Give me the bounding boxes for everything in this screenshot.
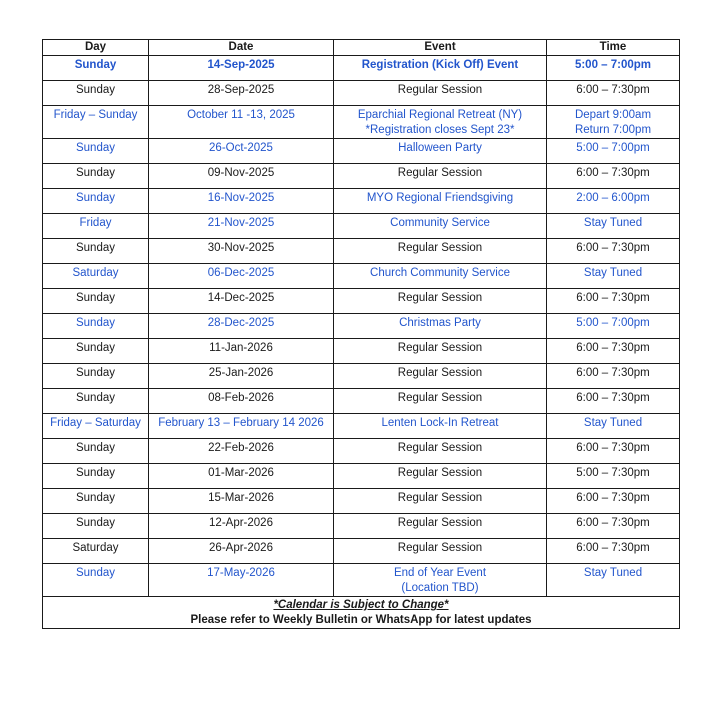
event-cell-text: Community Service [390,217,490,229]
table-row [43,139,680,164]
date-cell-text: 26-Apr-2026 [209,542,273,554]
day-cell-text: Sunday [75,167,115,179]
day-cell [43,489,149,514]
footer-row [43,597,680,629]
event-cell [334,264,547,289]
date-cell [149,514,334,539]
day-cell-text: Saturday [72,267,119,279]
date-cell-text: 11-Jan-2026 [209,342,273,354]
time-cell-text: 6:00 – 7:30pm [576,292,650,304]
time-cell-text: 5:00 – 7:00pm [574,59,652,71]
day-cell-text: Sunday [75,492,115,504]
day-cell-text: Sunday [75,567,115,579]
date-cell [149,539,334,564]
time-cell-text: Stay Tuned [583,217,643,229]
event-cell-text: MYO Regional Friendsgiving [366,192,514,204]
time-cell [547,314,680,339]
day-cell [43,539,149,564]
event-cell-text: Regular Session [397,492,483,504]
event-cell [334,314,547,339]
time-cell-text: 6:00 – 7:30pm [576,392,650,404]
event-cell-text: Church Community Service [370,267,510,279]
table-row [43,514,680,539]
table-row [43,364,680,389]
table-row [43,539,680,564]
time-cell [547,564,680,597]
table-row [43,164,680,189]
time-cell-text: 5:00 – 7:30pm [576,467,650,479]
date-cell-text: 28-Dec-2025 [207,317,275,329]
date-cell [149,339,334,364]
time-cell [547,56,680,81]
time-cell [547,539,680,564]
table-row [43,106,680,139]
day-cell-text: Sunday [75,192,115,204]
table-row [43,339,680,364]
day-cell [43,56,149,81]
date-cell [149,189,334,214]
day-cell [43,139,149,164]
day-cell [43,264,149,289]
table-row [43,214,680,239]
footer-cell [43,597,680,629]
date-cell [149,489,334,514]
event-cell [334,239,547,264]
time-cell-text: Stay Tuned [583,417,643,429]
date-cell [149,214,334,239]
event-cell [334,139,547,164]
event-cell [334,289,547,314]
day-cell [43,189,149,214]
table-row [43,414,680,439]
day-cell [43,514,149,539]
day-cell-text: Sunday [75,367,115,379]
event-cell [334,514,547,539]
table-row [43,439,680,464]
date-cell [149,139,334,164]
header-time: Time [547,40,680,56]
day-cell [43,414,149,439]
date-cell-text: 15-Mar-2026 [208,492,274,504]
day-cell-text: Sunday [74,59,117,71]
time-cell [547,289,680,314]
day-cell-text: Sunday [75,292,115,304]
table-row [43,189,680,214]
event-cell-text: Regular Session [397,242,483,254]
table-row [43,314,680,339]
time-cell [547,339,680,364]
time-cell [547,364,680,389]
day-cell-text: Saturday [72,542,119,554]
date-cell [149,389,334,414]
table-row [43,389,680,414]
time-cell-text: 2:00 – 6:00pm [576,192,650,204]
table-row [43,239,680,264]
day-cell-text: Sunday [75,392,115,404]
time-cell [547,81,680,106]
event-cell-text: *Registration closes Sept 23* [365,124,515,136]
date-cell-text: 22-Feb-2026 [208,442,274,454]
time-cell-text: 6:00 – 7:30pm [576,242,650,254]
event-cell [334,106,547,139]
time-cell-text: 6:00 – 7:30pm [576,84,650,96]
event-cell-text: Regular Session [397,517,483,529]
day-cell-text: Friday [79,217,112,229]
time-cell [547,139,680,164]
date-cell-text: 16-Nov-2025 [207,192,275,204]
event-cell-text: Christmas Party [399,317,481,329]
date-cell-text: 01-Mar-2026 [208,467,274,479]
header-row [43,40,680,56]
event-cell [334,364,547,389]
date-cell [149,239,334,264]
date-cell [149,289,334,314]
footer-notice: *Calendar is Subject to Change* [273,599,449,611]
time-cell-text: Return 7:00pm [574,124,652,136]
time-cell-text: 6:00 – 7:30pm [576,442,650,454]
day-cell-text: Sunday [75,442,115,454]
date-cell-text: 17-May-2026 [207,567,275,579]
day-cell-text: Friday – Saturday [50,417,141,429]
day-cell [43,389,149,414]
date-cell-text: 28-Sep-2025 [207,84,275,96]
time-cell-text: 6:00 – 7:30pm [576,542,650,554]
date-cell [149,56,334,81]
date-cell-text: 21-Nov-2025 [207,217,275,229]
date-cell [149,564,334,597]
table-row [43,81,680,106]
time-cell-text: 5:00 – 7:00pm [576,317,650,329]
event-cell-text: Registration (Kick Off) Event [361,59,519,71]
date-cell-text: 09-Nov-2025 [207,167,275,179]
day-cell [43,464,149,489]
event-cell [334,414,547,439]
day-cell [43,164,149,189]
time-cell-text: 6:00 – 7:30pm [576,367,650,379]
table-row [43,289,680,314]
day-cell-text: Sunday [75,84,115,96]
time-cell-text: 6:00 – 7:30pm [576,167,650,179]
date-cell [149,439,334,464]
time-cell [547,214,680,239]
day-cell [43,239,149,264]
event-cell-text: Regular Session [397,542,483,554]
time-cell [547,464,680,489]
event-cell-text: (Location TBD) [401,582,479,594]
time-cell [547,264,680,289]
schedule-table [42,39,680,629]
date-cell-text: 26-Oct-2025 [209,142,273,154]
event-cell [334,389,547,414]
day-cell-text: Friday – Sunday [53,109,138,121]
event-cell-text: Regular Session [397,392,483,404]
event-cell [334,439,547,464]
time-cell [547,489,680,514]
day-cell [43,106,149,139]
event-cell-text: Regular Session [397,442,483,454]
event-cell [334,164,547,189]
event-cell-text: Regular Session [397,367,483,379]
date-cell [149,264,334,289]
date-cell-text: 12-Apr-2026 [209,517,273,529]
event-cell [334,56,547,81]
day-cell-text: Sunday [75,517,115,529]
date-cell-text: 25-Jan-2026 [208,367,274,379]
header-date: Date [149,40,334,56]
day-cell-text: Sunday [75,317,115,329]
event-cell [334,539,547,564]
day-cell [43,364,149,389]
day-cell [43,564,149,597]
event-cell-text: Regular Session [397,292,483,304]
event-cell-text: Eparchial Regional Retreat (NY) [357,109,523,121]
event-cell-text: Regular Session [397,167,483,179]
day-cell-text: Sunday [75,242,115,254]
event-cell-text: End of Year Event [393,567,487,579]
date-cell [149,106,334,139]
event-cell-text: Lenten Lock-In Retreat [381,417,499,429]
date-cell-text: 14-Sep-2025 [207,59,275,71]
event-cell-text: Regular Session [397,84,483,96]
event-cell [334,189,547,214]
day-cell [43,314,149,339]
header-day: Day [43,40,149,56]
time-cell-text: 6:00 – 7:30pm [576,517,650,529]
date-cell-text: 30-Nov-2025 [207,242,275,254]
event-cell [334,489,547,514]
date-cell-text: October 11 -13, 2025 [187,109,295,121]
table-row [43,489,680,514]
table-row [43,464,680,489]
event-cell-text: Regular Session [397,342,483,354]
time-cell-text: Stay Tuned [583,267,643,279]
time-cell-text: Stay Tuned [583,567,643,579]
day-cell-text: Sunday [75,142,115,154]
footer-note: Please refer to Weekly Bulletin or WhatsApp for latest updates [190,614,532,626]
day-cell-text: Sunday [75,342,115,354]
table-row [43,264,680,289]
time-cell [547,414,680,439]
time-cell-text: 6:00 – 7:30pm [576,492,650,504]
event-cell [334,464,547,489]
date-cell [149,81,334,106]
date-cell-text: February 13 – February 14 2026 [158,417,324,429]
time-cell-text: Depart 9:00am [574,109,652,121]
time-cell-text: 6:00 – 7:30pm [576,342,650,354]
time-cell [547,439,680,464]
day-cell [43,81,149,106]
day-cell [43,439,149,464]
date-cell [149,414,334,439]
table-row [43,564,680,597]
event-cell [334,214,547,239]
time-cell [547,164,680,189]
date-cell-text: 06-Dec-2025 [207,267,275,279]
event-cell-text: Halloween Party [398,142,482,154]
day-cell [43,289,149,314]
date-cell [149,464,334,489]
date-cell-text: 08-Feb-2026 [208,392,274,404]
date-cell-text: 14-Dec-2025 [207,292,275,304]
event-cell [334,564,547,597]
date-cell [149,364,334,389]
date-cell [149,314,334,339]
header-event: Event [334,40,547,56]
event-cell-text: Regular Session [397,467,483,479]
time-cell-text: 5:00 – 7:00pm [576,142,650,154]
day-cell-text: Sunday [75,467,115,479]
time-cell [547,389,680,414]
day-cell [43,339,149,364]
time-cell [547,106,680,139]
table-row [43,56,680,81]
date-cell [149,164,334,189]
time-cell [547,514,680,539]
event-cell [334,81,547,106]
day-cell [43,214,149,239]
time-cell [547,239,680,264]
event-cell [334,339,547,364]
time-cell [547,189,680,214]
